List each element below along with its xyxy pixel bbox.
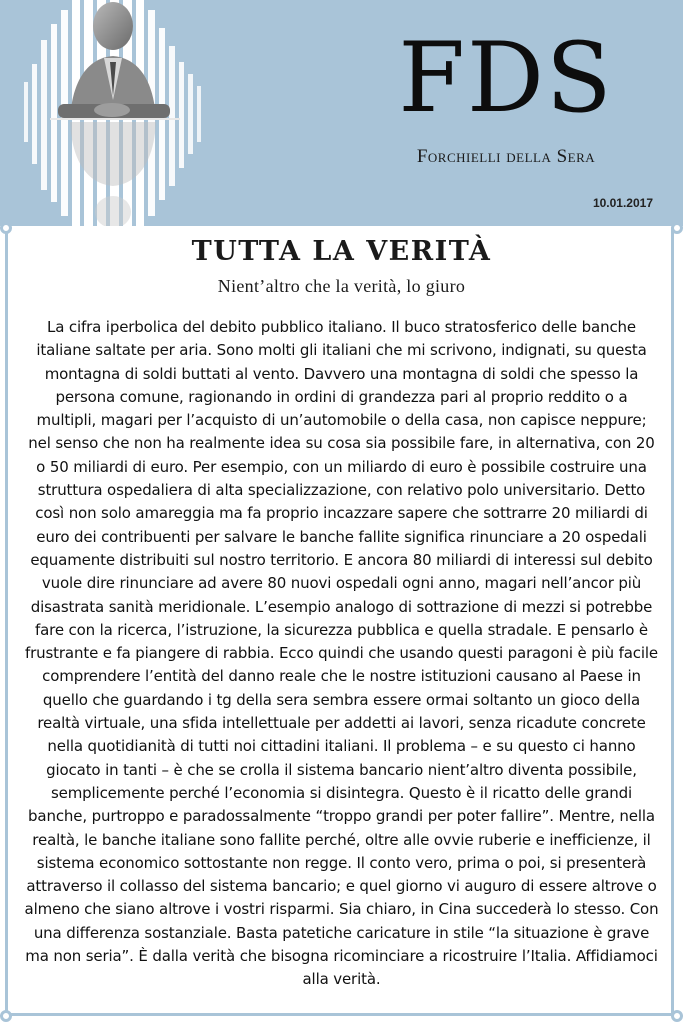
issue-date: 10.01.2017: [592, 196, 653, 210]
frame-corner-bottom-left: [0, 1010, 12, 1022]
masthead-tagline: Forchielli della Sera: [416, 146, 596, 167]
header-banner: [0, 0, 683, 226]
masthead-logo: FDS: [398, 22, 614, 134]
article-subtitle: Nient’altro che la verità, lo giuro: [217, 276, 466, 296]
article-title: TUTTA LA VERITÀ: [191, 236, 492, 267]
article-body: [24, 316, 659, 992]
frame-corner-top-left: [0, 222, 12, 234]
frame-corner-bottom-right: [671, 1010, 683, 1022]
portrait-photo: [20, 0, 220, 226]
frame-corner-top-right: [671, 222, 683, 234]
article-paragraph: La cifra iperbolica del debito pubblico italiano. Il buco stratosferico delle banche italiane saltate per aria. Sono molti gli italiani che mi scrivono, indignati, su questa montagna di soldi buttati al vento. Davvero una montagna di soldi che spesso la persona comune, ragionando in ordini di grandezza pari al proprio reddito o a multipli, magari per l’acquisto di un’automobile o della casa, non capisce neppure; nel senso che non ha realmente idea su cosa sia possibile fare, in alternativa, con 20 o 50 miliardi di euro. Per esempio, con un miliardo di euro è possibile costruire una struttura ospedaliera di alta specializzazione, con relativo polo universitario. Detto così non solo amareggia ma fa proprio incazzare sapere che sottrarre 20 miliardi di euro dei contribuenti per salvare le banche fallite significa rinunciare a 20 ospedali equamente distribuiti sul nostro territorio. E ancora 80 miliardi di interessi sul debito vuole dire rinunciare ad avere 80 nuovi ospedali ogni anno, magari nell’ancor più disastrata sanità meridionale. L’esempio analogo di sottrazione di mezzi si potrebbe fare con la ricerca, l’istruzione, la sicurezza pubblica e quella stradale. E pensarlo è frustrante e fa piangere di rabbia. Ecco quindi che usando questi paragoni è più facile comprendere l’entità del danno reale che le nostre istituzioni causano al Paese in quello che guardando i tg della sera sembra essere ormai soltanto un gioco della realtà virtuale, una sfida intellettuale per addetti ai lavori, senza ricadute concrete nella quotidianità di tutti noi cittadini italiani. Il problema – e su questo ci hanno giocato in tanti – è che se crolla il sistema bancario nient’altro diventa possibile, semplicemente perché l’economia si disintegra. Questo è il ricatto delle grandi banche, purtroppo e paradossalmente “troppo grandi per poter fallire”. Mentre, nella realtà, le banche italiane sono fallite perché, oltre alle ovvie ruberie e inefficienze, il sistema economico sottostante non regge. Il conto vero, prima o poi, si presenterà attraverso il collasso del sistema bancario; e quel giorno vi auguro di essere altrove o almeno che siano altrove i vostri risparmi. Sia chiaro, in Cina succederà lo stesso. Con una differenza sostanziale. Basta patetiche caricature in stile “la situazione è grave ma non seria”. È dalla verità che bisogna ricominciare a ricostruire l’Italia. Affidiamoci alla verità.: [24, 318, 659, 989]
